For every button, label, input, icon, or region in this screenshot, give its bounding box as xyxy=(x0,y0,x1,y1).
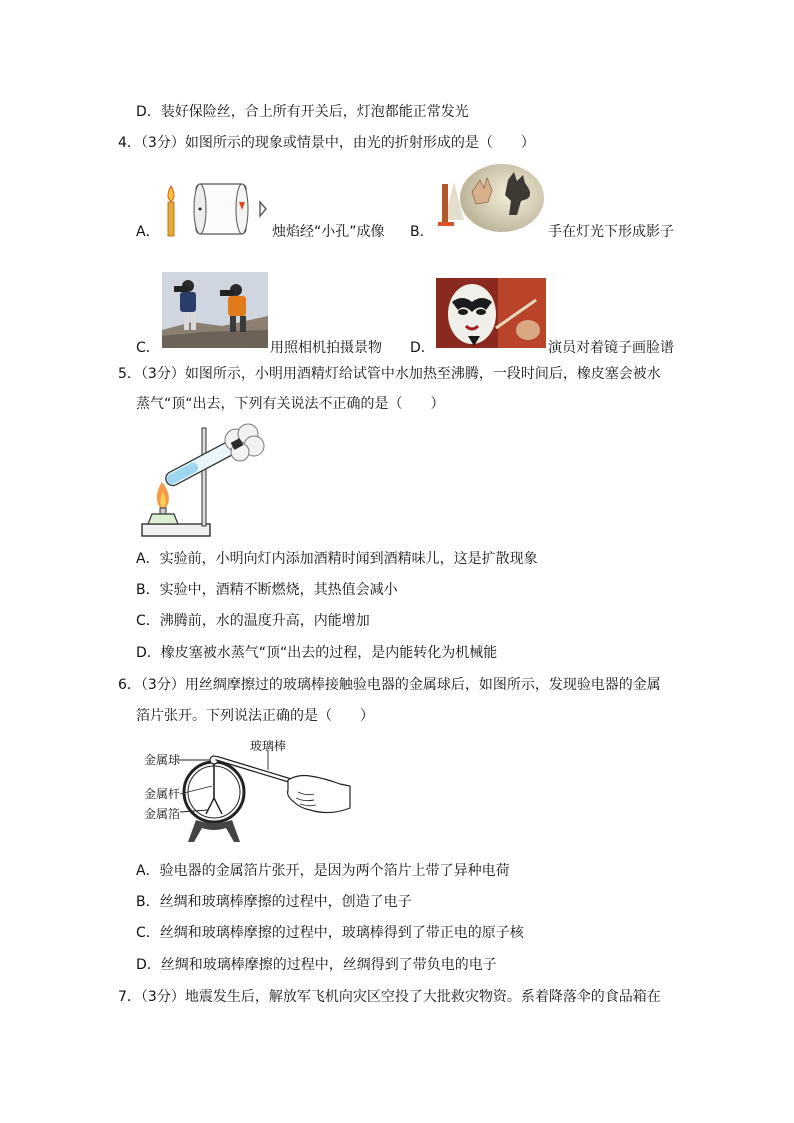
label-metal-foil: 金属箔 xyxy=(144,807,181,821)
label-metal-ball: 金属球 xyxy=(144,753,181,767)
label-metal-stem: 金属杆 xyxy=(144,787,181,801)
q3-option-d: D．装好保险丝，合上所有开关后，灯泡都能正常发光 xyxy=(136,104,469,120)
q4-option-a-caption: 烛焰经“小孔”成像 xyxy=(272,224,385,240)
q6-option-b: B．丝绸和玻璃棒摩擦的过程中，创造了电子 xyxy=(136,894,412,910)
q4-option-d-caption: 演员对着镜子画脸谱 xyxy=(548,340,674,356)
q5-option-c: C．沸腾前，水的温度升高，内能增加 xyxy=(136,613,370,629)
q6-option-c: C．丝绸和玻璃棒摩擦的过程中，玻璃棒得到了带正电的原子核 xyxy=(136,925,524,941)
pinhole-image-figure xyxy=(162,180,272,240)
q5-option-d: D．橡皮塞被水蒸气“顶“出去的过程，是内能转化为机械能 xyxy=(136,645,498,661)
q5-stem-line2: 蒸气“顶“出去，下列有关说法不正确的是（ ） xyxy=(136,396,445,412)
q5-option-a: A．实验前，小明向灯内添加酒精时闻到酒精味儿，这是扩散现象 xyxy=(136,551,538,567)
q4-option-c-letter: C． xyxy=(136,340,160,356)
alcohol-lamp-test-tube-figure xyxy=(140,420,270,542)
q4-option-b-caption: 手在灯光下形成影子 xyxy=(548,224,674,240)
q4-option-b-letter: B． xyxy=(410,224,434,240)
hand-shadow-figure xyxy=(436,162,546,238)
q6-stem-line2: 箔片张开。下列说法正确的是（ ） xyxy=(136,708,374,724)
q6-stem-line1: 6．（3分）用丝绸摩擦过的玻璃棒接触验电器的金属球后，如图所示，发现验电器的金属 xyxy=(118,677,661,693)
q5-option-b: B．实验中，酒精不断燃烧，其热值会减小 xyxy=(136,582,398,598)
q6-option-d: D．丝绸和玻璃棒摩擦的过程中，丝绸得到了带负电的电子 xyxy=(136,957,497,973)
camera-photographers-figure xyxy=(162,272,268,348)
q5-stem-line1: 5．（3分）如图所示，小明用酒精灯给试管中水加热至沸腾，一段时间后，橡皮塞会被水 xyxy=(118,366,661,382)
q4-option-d-letter: D． xyxy=(410,340,435,356)
q4-option-c-caption: 用照相机拍摄景物 xyxy=(270,340,382,356)
q4-stem: 4．（3分）如图所示的现象或情景中，由光的折射形成的是（ ） xyxy=(118,135,535,151)
q7-stem: 7．（3分）地震发生后，解放军飞机向灾区空投了大批救灾物资。系着降落伞的食品箱在 xyxy=(118,989,661,1005)
label-glass-rod: 玻璃棒 xyxy=(250,739,287,753)
q6-option-a: A．验电器的金属箔片张开，是因为两个箔片上带了异种电荷 xyxy=(136,863,510,879)
q4-option-a-letter: A． xyxy=(136,224,160,240)
opera-mask-mirror-figure xyxy=(436,278,546,348)
